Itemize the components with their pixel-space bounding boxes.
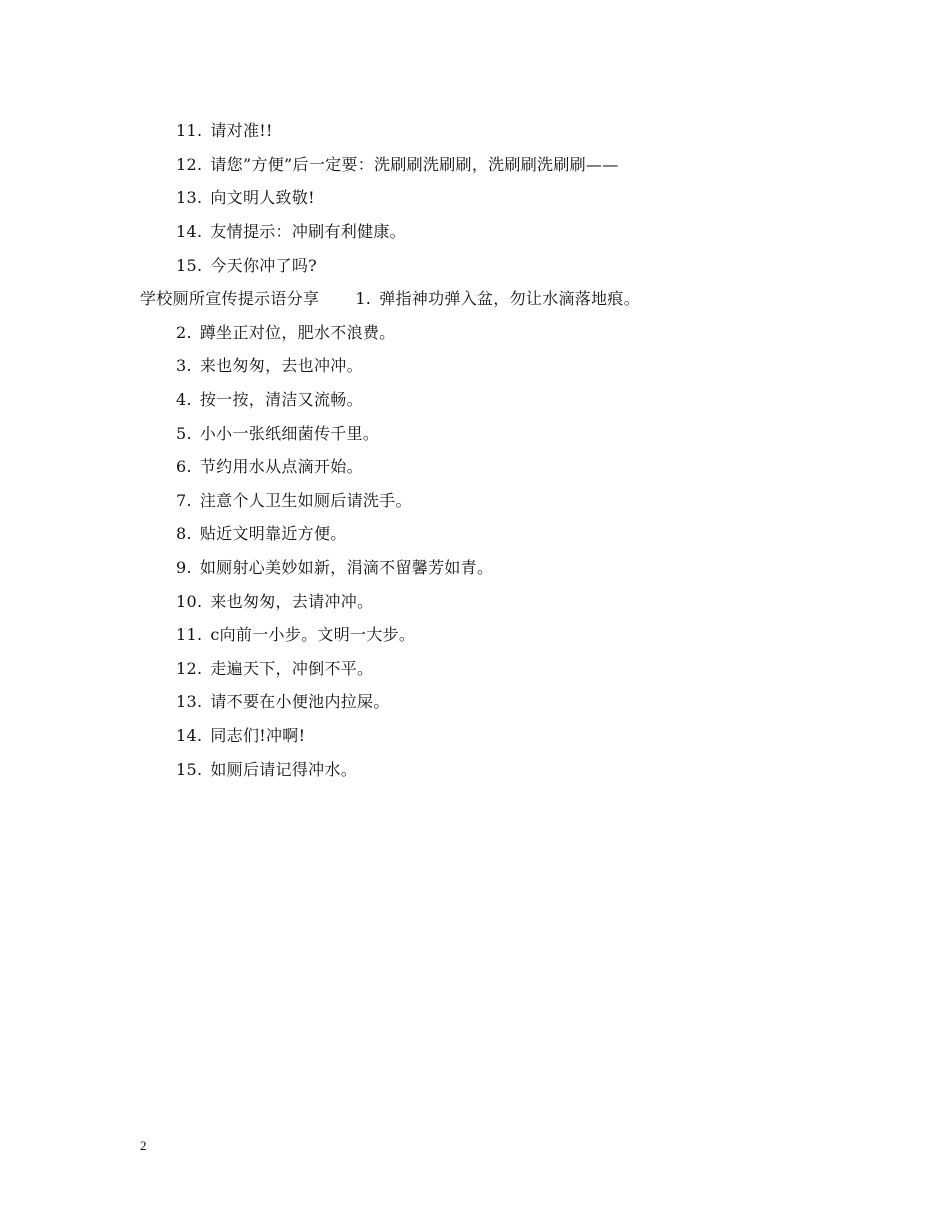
list-item-number: 12. [176,659,203,678]
list-item-number: 1. [355,289,372,308]
list-item-number: 14. [176,726,203,745]
list-item-text: 蹲坐正对位，肥水不浪费。 [199,323,396,342]
list-item-number: 13. [176,692,203,711]
list-item-number: 6. [176,457,192,476]
list-item [176,558,493,578]
list-item [176,356,363,376]
list-item-number: 7. [176,491,192,510]
list-item-number: 13. [176,188,203,207]
section-title: 学校厕所宣传提示语分享 [140,289,320,308]
list-item-text: 请对准!! [210,121,273,140]
list-item [176,390,363,410]
list-item-text: 小小一张纸细菌传千里。 [199,424,380,443]
list-item [176,155,619,175]
page-number: 2 [140,1138,147,1153]
list-item-text: 友情提示：冲刷有利健康。 [210,222,406,241]
list-item-number: 11. [176,121,203,140]
list-item-text: 按一按，清洁又流畅。 [199,390,363,409]
list-item-text: 如厕后请记得冲水。 [210,760,358,779]
list-item-text: 请不要在小便池内拉屎。 [210,692,390,711]
list-item-number: 11. [176,625,203,644]
list-item [176,692,390,712]
list-item-number: 9. [176,558,192,577]
list-item [176,256,317,276]
list-item-text: 来也匆匆，去也冲冲。 [199,356,363,375]
list-item [176,457,363,477]
list-item-number: 12. [176,155,203,174]
list-item-number: 14. [176,222,203,241]
list-item-number: 5. [176,424,192,443]
list-item-text: 如厕射心美妙如新，涓滴不留馨芳如青。 [199,558,494,577]
list-item-number: 15. [176,256,203,275]
list-item [176,424,379,444]
list-item [176,625,415,645]
list-item-text: 走遍天下，冲倒不平。 [210,659,374,678]
list-item [176,592,373,612]
list-item [176,222,406,242]
list-item-number: 8. [176,524,192,543]
section-heading-line [140,289,640,309]
list-item-number: 2. [176,323,192,342]
list-item-text: 请您”方便”后一定要：洗刷刷洗刷刷，洗刷刷洗刷刷—— [210,155,619,174]
list-item [176,121,273,141]
list-item-number: 10. [176,592,203,611]
list-item-text: 同志们!冲啊! [210,726,306,745]
list-item [176,491,412,511]
list-item [176,659,373,679]
list-item-text: 节约用水从点滴开始。 [199,457,363,476]
list-item-text: 注意个人卫生如厕后请洗手。 [199,491,412,510]
list-item [176,524,347,544]
list-item [176,726,305,746]
list-item [176,188,315,208]
list-item-text: 弹指神功弹入盆，勿让水滴落地痕。 [379,289,640,308]
list-item [176,323,395,343]
list-item-number: 3. [176,356,192,375]
list-item-text: c向前一小步。文明一大步。 [210,625,416,644]
list-item-text: 今天你冲了吗? [210,256,318,275]
list-item-text: 贴近文明靠近方便。 [199,524,347,543]
list-item-text: 向文明人致敬! [210,188,315,207]
list-item-text: 来也匆匆，去请冲冲。 [210,592,374,611]
list-item [176,760,357,780]
list-item-number: 15. [176,760,203,779]
list-item-number: 4. [176,390,192,409]
